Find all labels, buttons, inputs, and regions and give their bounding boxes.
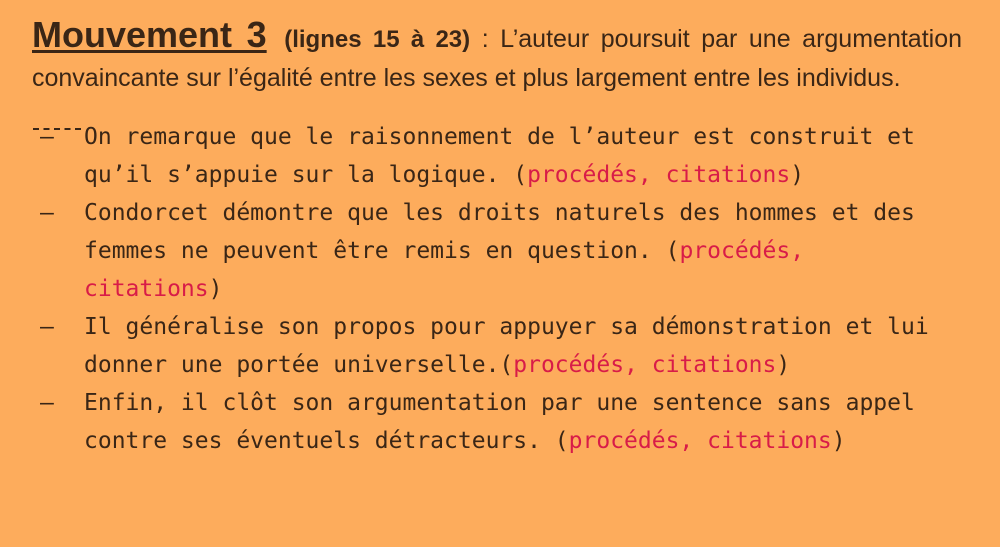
bullet-dash: – <box>40 124 54 150</box>
list-item <box>0 384 954 460</box>
bullet-dash: – <box>40 314 54 340</box>
section-title: Mouvement 3 <box>32 14 267 55</box>
item-text: Enfin, il clôt son argumentation par une sentence sans appel contre ses éventuels détracteurs. ( <box>84 390 915 454</box>
section-summary: : L’auteur poursuit par une argumentation convaincante sur l’égalité entre les sexes et plus largement entre les individus. <box>32 25 963 92</box>
line-range: (lignes 15 à 23) <box>284 26 471 53</box>
bullet-dash: – <box>40 200 54 226</box>
item-highlight: procédés, citations <box>568 428 832 454</box>
item-close: ) <box>831 428 846 454</box>
item-close: ) <box>208 276 223 302</box>
item-highlight: procédés, citations <box>513 352 777 378</box>
list-item <box>0 118 954 194</box>
section-heading <box>32 16 962 97</box>
list-item <box>0 308 954 384</box>
bullet-dash: – <box>40 390 54 416</box>
list-item <box>0 194 954 308</box>
item-close: ) <box>776 352 791 378</box>
item-highlight: procédés, citations <box>527 162 791 188</box>
item-highlight: procédés, citations <box>84 238 805 302</box>
item-text: On remarque que le raisonnement de l’auteur est construit et qu’il s’appuie sur la logique. ( <box>84 124 915 188</box>
item-text: Condorcet démontre que les droits naturels des hommes et des femmes ne peuvent être remis en question. ( <box>84 200 915 264</box>
item-close: ) <box>790 162 805 188</box>
bullet-list <box>0 118 954 460</box>
item-text: Il généralise son propos pour appuyer sa démonstration et lui donner une portée universelle.( <box>84 314 929 378</box>
